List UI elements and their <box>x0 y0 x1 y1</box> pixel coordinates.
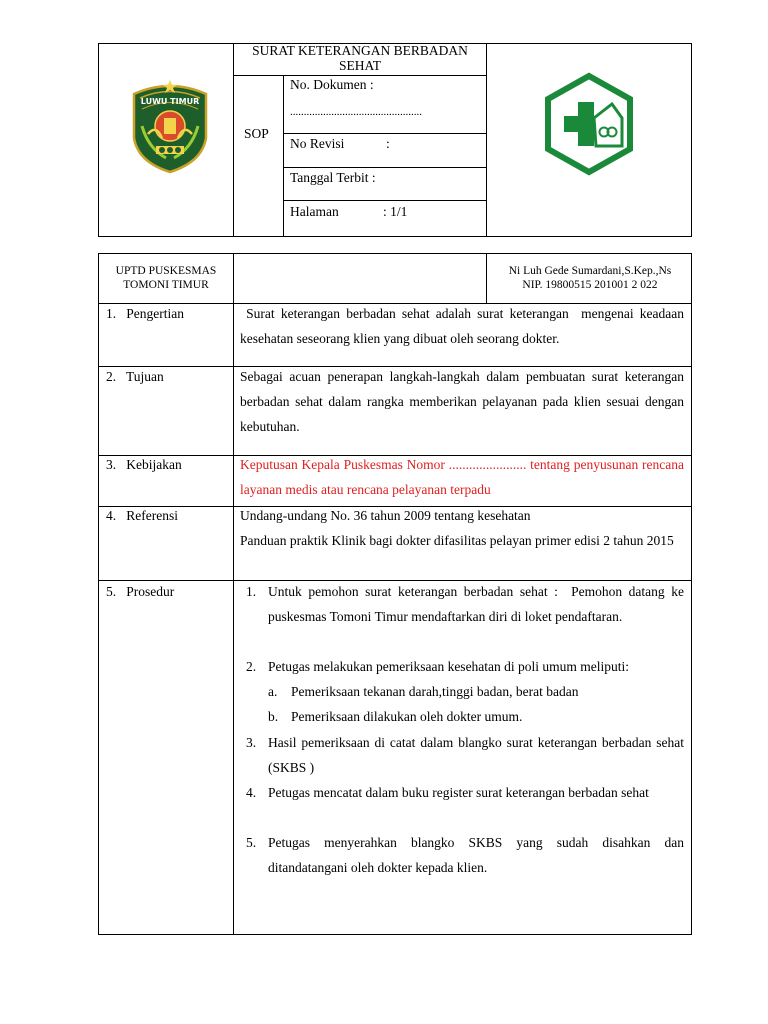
prosedur-subitem-num: a. <box>268 684 278 699</box>
svg-text:LUWU TIMUR: LUWU TIMUR <box>140 97 200 106</box>
header-divider-right <box>486 43 487 237</box>
pengertian-label: 1. Pengertian <box>106 306 184 321</box>
tujuan-label: 2. Tujuan <box>106 369 164 384</box>
luwu-timur-emblem-icon <box>126 76 214 176</box>
prosedur-item-text: Petugas mencatat dalam buku register surat keterangan berbadan sehat <box>268 785 649 800</box>
prosedur-item-num: 4. <box>246 785 257 800</box>
info-row-divider <box>486 253 487 303</box>
signer-nip: NIP. 19800515 201001 2 022 <box>522 279 658 291</box>
sop-table-label-divider <box>233 253 234 935</box>
prosedur-label: 5. Prosedur <box>106 584 175 599</box>
document-title: SURAT KETERANGAN BERBADAN SEHAT <box>252 43 468 73</box>
prosedur-item-num: 2. <box>246 659 257 674</box>
prosedur-item-text: Petugas menyerahkan blangko SKBS yang sudah disahkan dan ditandatangani oleh dokter kepada klien. <box>268 835 684 875</box>
prosedur-item-text: Hasil pemeriksaan di catat dalam blangko surat keterangan berbadan sehat (SKBS ) <box>268 735 684 775</box>
kebijakan-label: 3. Kebijakan <box>106 457 182 472</box>
tujuan-text: Sebagai acuan penerapan langkah-langkah dalam pembuatan surat keterangan berbadan sehat dalam rangka memberikan pelayanan pada klien sesuai dengan kebutuhan. <box>240 369 684 434</box>
prosedur-subitem-num: b. <box>268 709 279 724</box>
no-dokumen-label: No. Dokumen : <box>290 77 374 92</box>
prosedur-subitem-text: Pemeriksaan tekanan darah,tinggi badan, berat badan <box>291 684 579 699</box>
prosedur-item-num: 3. <box>246 735 257 750</box>
prosedur-item-text: Untuk pemohon surat keterangan berbadan sehat : Pemohon datang ke puskesmas Tomoni Timur mendaftarkan diri di loket pendaftaran. <box>268 584 688 624</box>
tanggal-terbit-label: Tanggal Terbit : <box>290 170 376 185</box>
signer-name: Ni Luh Gede Sumardani,S.Kep.,Ns <box>508 265 672 277</box>
no-revisi-colon: : <box>386 136 390 151</box>
halaman-value: : 1/1 <box>383 204 408 219</box>
puskesmas-logo-icon <box>542 72 636 176</box>
no-revisi-label: No Revisi <box>290 136 345 151</box>
referensi-line-1: Undang-undang No. 36 tahun 2009 tentang kesehatan <box>240 508 531 523</box>
org-name: UPTD PUSKESMAS TOMONI TIMUR <box>115 265 217 291</box>
kebijakan-text: Keputusan Kepala Puskesmas Nomor ....................... tentang penyusunan rencana layanan medis atau rencana pelayanan terpadu <box>240 457 684 497</box>
prosedur-item-text: Petugas melakukan pemeriksaan kesehatan di poli umum meliputi: <box>268 659 630 674</box>
prosedur-item-num: 5. <box>246 835 257 850</box>
referensi-line-2: Panduan praktik Klinik bagi dokter difasilitas pelayan primer edisi 2 tahun 2015 <box>240 533 674 548</box>
pengertian-text: Surat keterangan berbadan sehat adalah surat keterangan mengenai keadaan kesehatan seseorang klien yang dibuat oleh seorang dokter. <box>240 306 688 346</box>
prosedur-item-num: 1. <box>246 584 257 599</box>
sop-label: SOP <box>244 126 269 141</box>
prosedur-subitem-text: Pemeriksaan dilakukan oleh dokter umum. <box>291 709 523 724</box>
halaman-label: Halaman <box>290 204 339 219</box>
header-divider-left <box>233 43 234 237</box>
header-divider-sop <box>283 75 284 237</box>
no-dokumen-value: ................................................ <box>290 106 422 118</box>
referensi-label: 4. Referensi <box>106 508 178 523</box>
